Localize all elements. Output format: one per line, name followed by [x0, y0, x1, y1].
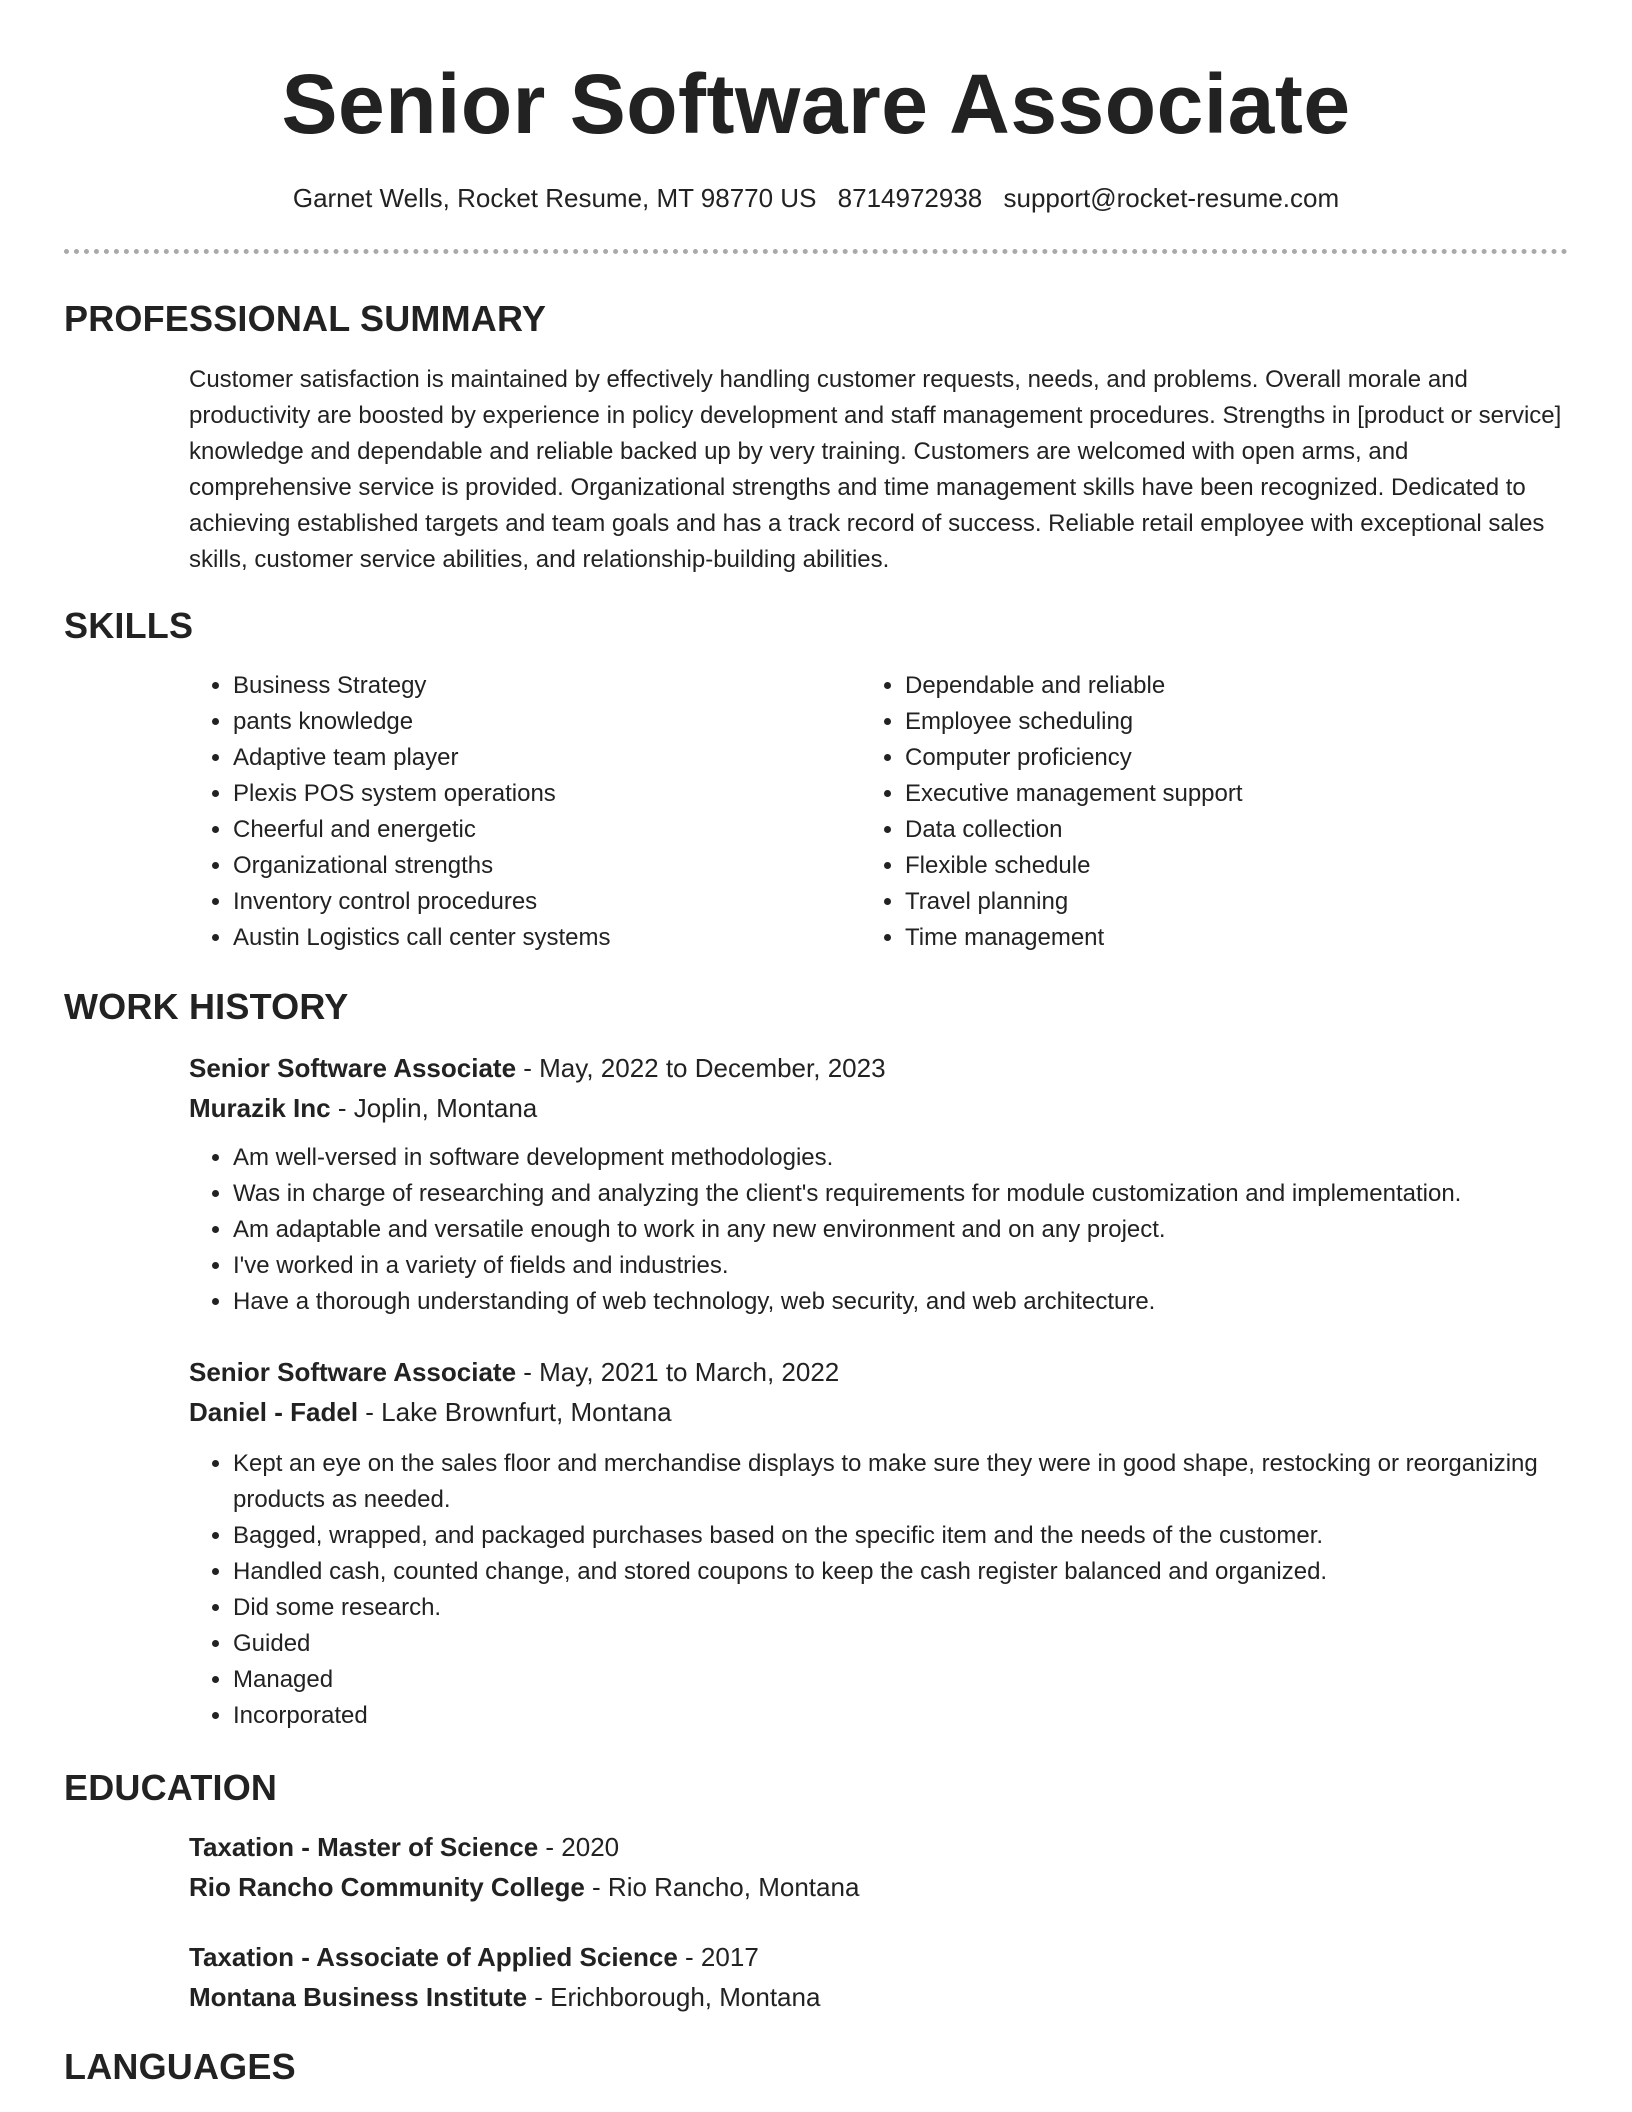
job-dates: - May, 2021 to March, 2022 — [516, 1357, 840, 1387]
job-bullet: • Handled cash, counted change, and stored coupons to keep the cash register balanced and organized. — [233, 1554, 1565, 1590]
job-bullet: • Managed — [233, 1662, 1565, 1698]
job-bullet: • Bagged, wrapped, and packaged purchases based on the specific item and the needs of the customer. — [233, 1518, 1565, 1554]
job-bullet: • I've worked in a variety of fields and industries. — [233, 1248, 1565, 1284]
job-company-line — [189, 1088, 1565, 1128]
languages-heading: LANGUAGES — [64, 2046, 296, 2087]
skill-item: • Inventory control procedures — [233, 884, 829, 920]
job-company: Daniel - Fadel — [189, 1397, 359, 1427]
job-company-line — [189, 1392, 1565, 1432]
education-location: - Erichborough, Montana — [527, 1982, 821, 2012]
education-entry-1 — [189, 1827, 1565, 1907]
resume-title: Senior Software Associate — [281, 57, 1351, 151]
skill-item: • Adaptive team player — [233, 740, 829, 776]
job-dates: - May, 2022 to December, 2023 — [516, 1053, 886, 1083]
skill-item: • Computer proficiency — [905, 740, 1501, 776]
contact-line — [0, 180, 1632, 216]
summary-heading: PROFESSIONAL SUMMARY — [64, 298, 547, 339]
education-school-line — [189, 1977, 1565, 2017]
skill-item: • Executive management support — [905, 776, 1501, 812]
skill-item: • Flexible schedule — [905, 848, 1501, 884]
job-bullet: • Am well-versed in software development methodologies. — [233, 1140, 1565, 1176]
job-bullet: • Was in charge of researching and analyzing the client's requirements for module customization and implementation. — [233, 1176, 1565, 1212]
job-title-line — [189, 1352, 1565, 1392]
contact-email: support@rocket-resume.com — [1003, 183, 1340, 213]
education-degree-line — [189, 1827, 1565, 1867]
job-bullet: • Did some research. — [233, 1590, 1565, 1626]
skill-item: • Plexis POS system operations — [233, 776, 829, 812]
job-title: Senior Software Associate — [189, 1053, 517, 1083]
contact-phone: 8714972938 — [837, 183, 983, 213]
education-heading: EDUCATION — [64, 1767, 278, 1808]
education-location: - Rio Rancho, Montana — [584, 1872, 860, 1902]
skill-item: • Business Strategy — [233, 668, 829, 704]
job-entry-2 — [189, 1352, 1565, 1734]
skills-column-right — [861, 668, 1501, 956]
job-location: - Lake Brownfurt, Montana — [358, 1397, 672, 1427]
job-bullet: • Guided — [233, 1626, 1565, 1662]
education-school: Montana Business Institute — [189, 1982, 528, 2012]
education-degree-line — [189, 1937, 1565, 1977]
job-location: - Joplin, Montana — [330, 1093, 538, 1123]
skill-item: • pants knowledge — [233, 704, 829, 740]
skill-item: • Time management — [905, 920, 1501, 956]
job-bullets — [189, 1446, 1565, 1734]
job-title: Senior Software Associate — [189, 1357, 517, 1387]
education-year: - 2017 — [677, 1942, 759, 1972]
job-bullets — [189, 1140, 1565, 1320]
skill-item: • Travel planning — [905, 884, 1501, 920]
skills-heading: SKILLS — [64, 605, 194, 646]
header-divider — [64, 249, 1568, 254]
job-title-line — [189, 1048, 1565, 1088]
skill-item: • Employee scheduling — [905, 704, 1501, 740]
contact-address: Garnet Wells, Rocket Resume, MT 98770 US — [292, 183, 817, 213]
education-entry-2 — [189, 1937, 1565, 2017]
education-year: - 2020 — [538, 1832, 620, 1862]
education-school: Rio Rancho Community College — [189, 1872, 585, 1902]
skills-list-right — [861, 668, 1501, 956]
skill-item: • Cheerful and energetic — [233, 812, 829, 848]
job-company: Murazik Inc — [189, 1093, 331, 1123]
job-entry-1 — [189, 1048, 1565, 1320]
education-degree: Taxation - Master of Science — [189, 1832, 539, 1862]
skill-item: • Organizational strengths — [233, 848, 829, 884]
skill-item: • Data collection — [905, 812, 1501, 848]
job-bullet: • Incorporated — [233, 1698, 1565, 1734]
skills-column-left — [189, 668, 829, 956]
job-bullet: • Have a thorough understanding of web technology, web security, and web architecture. — [233, 1284, 1565, 1320]
education-school-line — [189, 1867, 1565, 1907]
work-heading: WORK HISTORY — [64, 986, 349, 1027]
skills-list-left — [189, 668, 829, 956]
job-bullet: • Am adaptable and versatile enough to work in any new environment and on any project. — [233, 1212, 1565, 1248]
summary-text: Customer satisfaction is maintained by effectively handling customer requests, needs, and problems. Overall morale and productivity are boosted by experience in policy development and staff management procedures. Strengths in [product or service] knowledge and dependable and reliable backed up by very training. Customers are welcomed with open arms, and comprehensive service is provided. Organizational strengths and time management skills have been recognized. Dedicated to achieving established targets and team goals and has a track record of success. Reliable retail employee with exceptional sales skills, customer service abilities, and relationship-building abilities. — [189, 366, 1562, 573]
skill-item: • Austin Logistics call center systems — [233, 920, 829, 956]
education-degree: Taxation - Associate of Applied Science — [189, 1942, 678, 1972]
skill-item: • Dependable and reliable — [905, 668, 1501, 704]
job-bullet: • Kept an eye on the sales floor and merchandise displays to make sure they were in good shape, restocking or reorganizing products as needed. — [233, 1446, 1565, 1518]
